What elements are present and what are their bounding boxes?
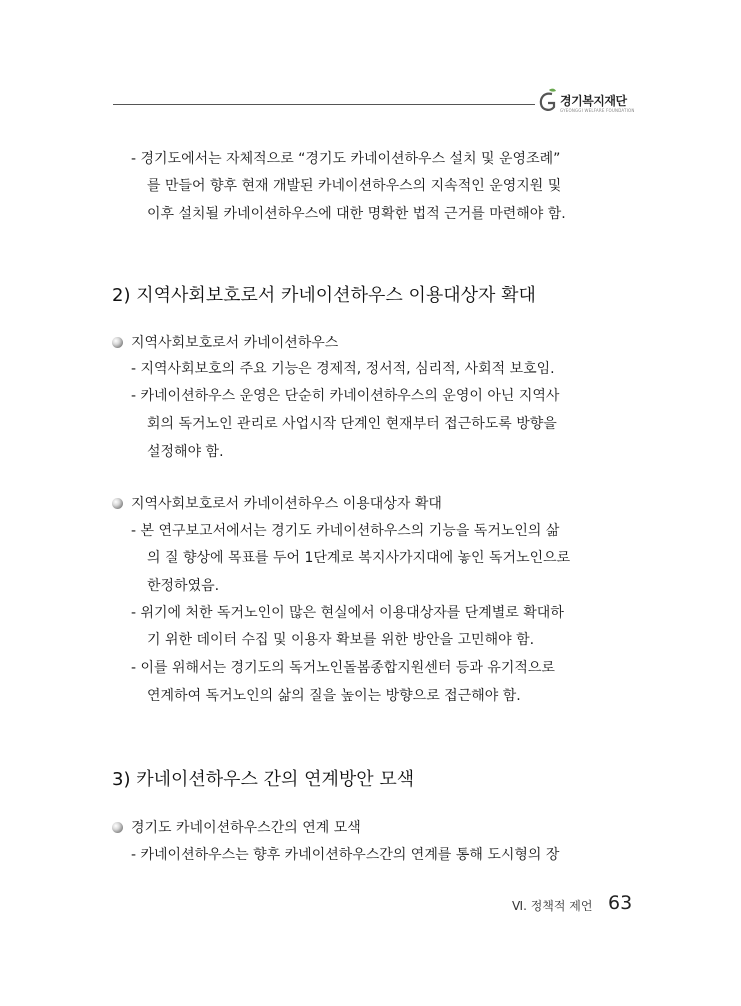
s2-b2-line-1: - 본 연구보고서에서는 경기도 카네이션하우스의 기능을 독거노인의 삶 bbox=[131, 523, 560, 539]
s2-b1-line-4: 설정해야 함. bbox=[147, 444, 224, 460]
s2-b2-line-3: 한정하였음. bbox=[147, 578, 220, 594]
section-2-bullet-2 bbox=[112, 495, 442, 513]
s2-b2-line-2: 의 질 향상에 목표를 두어 1단계로 복지사가지대에 놓인 독거노인으로 bbox=[147, 550, 571, 566]
s2-b1-line-2: - 카네이션하우스 운영은 단순히 카네이션하우스의 운영이 아닌 지역사 bbox=[131, 388, 560, 404]
footer-chapter-title: Ⅵ. 정책적 제언 bbox=[512, 899, 593, 913]
section-3-bullet-1 bbox=[112, 819, 361, 837]
s2-b2-line-5: 기 위한 데이터 수집 및 이용자 확보를 위한 방안을 고민해야 함. bbox=[147, 632, 535, 648]
intro-line-3: 이후 설치될 카네이션하우스에 대한 명확한 법적 근거를 마련해야 함. bbox=[147, 206, 566, 222]
s3-b1-line-1: - 카네이션하우스는 향후 카네이션하우스간의 연계를 통해 도시형의 장 bbox=[131, 847, 560, 863]
section-2-bullet-1 bbox=[112, 334, 338, 352]
bullet-icon bbox=[112, 337, 123, 348]
bullet-label: 지역사회보호로서 카네이션하우스 이용대상자 확대 bbox=[131, 496, 442, 512]
bullet-label: 경기도 카네이션하우스간의 연계 모색 bbox=[131, 820, 361, 836]
intro-line-2: 를 만들어 향후 현재 개발된 카네이션하우스의 지속적인 운영지원 및 bbox=[147, 178, 562, 194]
bullet-icon bbox=[112, 822, 123, 833]
intro-line-1: - 경기도에서는 자체적으로 “경기도 카네이션하우스 설치 및 운영조례” bbox=[131, 151, 561, 167]
bullet-icon bbox=[112, 498, 123, 509]
section-2-heading: 2) 지역사회보호로서 카네이션하우스 이용대상자 확대 bbox=[112, 285, 536, 306]
s2-b1-line-3: 회의 독거노인 관리로 사업시작 단계인 현재부터 접근하도록 방향을 bbox=[147, 416, 557, 432]
section-3-heading: 3) 카네이션하우스 간의 연계방안 모색 bbox=[112, 769, 415, 790]
logo-text: 경기복지재단 bbox=[560, 94, 627, 108]
page-number: 63 bbox=[608, 892, 633, 914]
s2-b2-line-6: - 이를 위해서는 경기도의 독거노인돌봄종합지원센터 등과 유기적으로 bbox=[131, 660, 555, 676]
logo-subtext: GYEONGGI WELFARE FOUNDATION bbox=[560, 108, 635, 113]
s2-b2-line-7: 연계하여 독거노인의 삶의 질을 높이는 방향으로 접근해야 함. bbox=[147, 688, 521, 704]
bullet-label: 지역사회보호로서 카네이션하우스 bbox=[131, 335, 339, 351]
s2-b2-line-4: - 위기에 처한 독거노인이 많은 현실에서 이용대상자를 단계별로 확대하 bbox=[131, 605, 564, 621]
s2-b1-line-1: - 지역사회보호의 주요 기능은 경제적, 정서적, 심리적, 사회적 보호임. bbox=[131, 361, 555, 377]
